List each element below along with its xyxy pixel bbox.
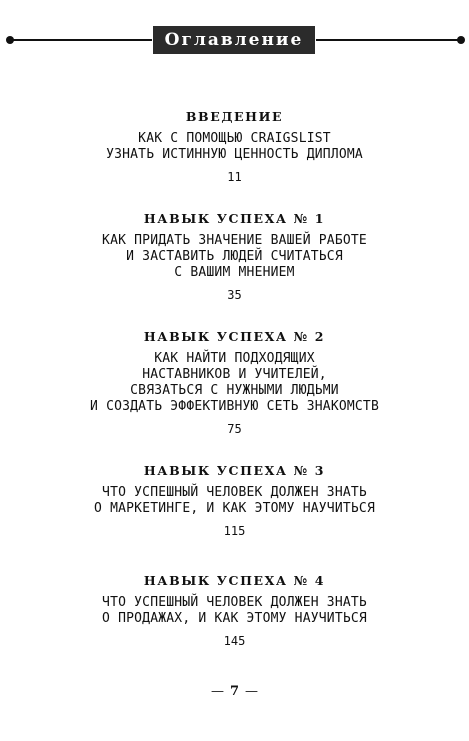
- toc-entry-skill-2[interactable]: [0, 329, 469, 437]
- toc-entry-skill-1[interactable]: [0, 211, 469, 303]
- entry-page-number: 145: [223, 634, 246, 648]
- toc-header: [0, 26, 469, 54]
- toc-title: Оглавление: [153, 26, 315, 54]
- entry-heading: НАВЫК УСПЕХА № 4: [143, 573, 326, 588]
- footer-page-number: 7: [229, 684, 240, 699]
- entry-heading: НАВЫК УСПЕХА № 1: [143, 211, 326, 226]
- entry-page-number: 35: [227, 288, 242, 302]
- entry-heading: ВВЕДЕНИЕ: [185, 109, 284, 124]
- entry-heading: НАВЫК УСПЕХА № 2: [143, 329, 326, 344]
- left-rule: [10, 39, 152, 41]
- toc-entry-skill-4[interactable]: [0, 573, 469, 649]
- entry-description: ЧТО УСПЕШНЫЙ ЧЕЛОВЕК ДОЛЖЕН ЗНАТЬ О МАРКЕТИНГЕ, И КАК ЭТОМУ НАУЧИТЬСЯ: [94, 485, 375, 516]
- entry-page-number: 11: [227, 170, 242, 184]
- entry-description: КАК НАЙТИ ПОДХОДЯЩИХ НАСТАВНИКОВ И УЧИТЕЛЕЙ, СВЯЗАТЬСЯ С НУЖНЫМИ ЛЮДЬМИ И СОЗДАТЬ ЭФФЕКТИВНУЮ СЕТЬ ЗНАКОМСТВ: [90, 351, 379, 414]
- entry-description: КАК С ПОМОЩЬЮ CRAIGSLIST УЗНАТЬ ИСТИННУЮ ЦЕННОСТЬ ДИПЛОМА: [106, 131, 363, 162]
- footer-dash-right: —: [245, 684, 259, 699]
- toc-entry-skill-3[interactable]: [0, 463, 469, 539]
- entry-description: ЧТО УСПЕШНЫЙ ЧЕЛОВЕК ДОЛЖЕН ЗНАТЬ О ПРОДАЖАХ, И КАК ЭТОМУ НАУЧИТЬСЯ: [102, 595, 367, 626]
- page-footer: [0, 684, 469, 699]
- footer-dash-left: —: [210, 684, 224, 699]
- right-ornament-dot: [457, 36, 465, 44]
- entry-heading: НАВЫК УСПЕХА № 3: [143, 463, 326, 478]
- entry-page-number: 115: [223, 524, 246, 538]
- right-rule: [316, 39, 461, 41]
- entry-page-number: 75: [227, 422, 242, 436]
- toc-entry-introduction[interactable]: [0, 109, 469, 185]
- entry-description: КАК ПРИДАТЬ ЗНАЧЕНИЕ ВАШЕЙ РАБОТЕ И ЗАСТАВИТЬ ЛЮДЕЙ СЧИТАТЬСЯ С ВАШИМ МНЕНИЕМ: [102, 233, 367, 280]
